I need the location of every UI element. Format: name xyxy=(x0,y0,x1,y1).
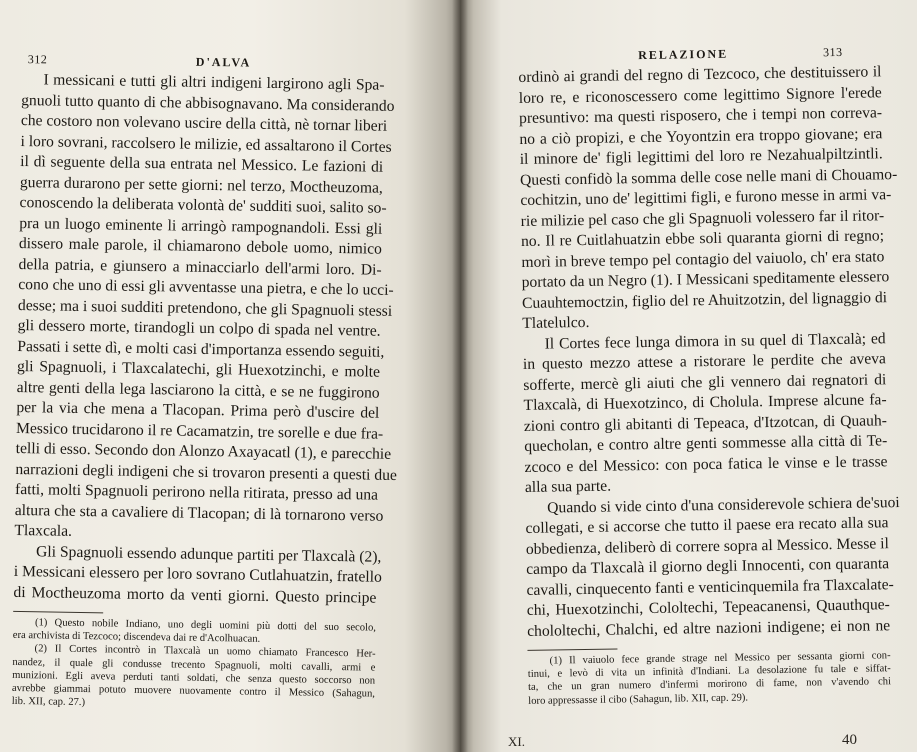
text-line: chololtechi, Chalchi, ed altre nazioni indigene; ei non ne xyxy=(527,616,891,640)
text-line: no. Il re Cuitlahuatzin ebbe soli quaranta giorni di regno; xyxy=(520,227,885,250)
right-body-text xyxy=(518,62,900,642)
text-line: conoscendo la deliberata volontà de' sudditi suoi, salito so- xyxy=(19,193,387,217)
text-line: Questi confidò la somma delle cose nelle mani di Chouamo- xyxy=(519,165,898,189)
footnote-line: (2) Il Cortes incontrò in Tlaxcalà un uomo chiamato Francesco Her- xyxy=(34,643,376,661)
book-gutter xyxy=(452,0,468,752)
footnote-line: nandez, il quale gli condusse trecento Spagnuoli, molti cavalli, armi e xyxy=(12,656,376,674)
text-line: collegati, e si accorse che tutto il paese era recato alla sua xyxy=(525,514,889,537)
text-line: rie milizie pel caso che gli Spagnuoli volessero far il ritor- xyxy=(520,206,885,230)
text-line: Tlaxcala. xyxy=(14,521,73,540)
text-line: presuntivo: ma questi risposero, che i tempi non correva- xyxy=(518,104,883,127)
footnote-rule xyxy=(13,611,103,613)
left-footnotes xyxy=(12,616,376,714)
text-line: campo da Tlaxcalà il giorno degli Innocenti, con quaranta xyxy=(526,555,890,578)
text-line: di Moctheuzoma morto da venti giorni. Questo principe xyxy=(13,583,377,607)
text-line: Gli Spagnuoli essendo adunque partiti per Tlaxcalà (2), xyxy=(35,542,382,566)
footnote-line: avrebbe giammai potuto muovere nuovamente contro il Messico (Sahagun, xyxy=(11,682,376,700)
text-line: morì in breve tempo pel contagio del vaiuolo, ch' era stato xyxy=(521,247,885,271)
left-running-head: D'ALVA xyxy=(195,54,252,70)
text-line: in questo mezzo attese a ristorare le perdite che aveva xyxy=(522,350,887,373)
text-line: Messico trucidarono il re Cacamatzin, tre sorelle e due fra- xyxy=(15,419,384,443)
text-line: cochitzin, uno de' legittimi figli, e furono messe in armi va- xyxy=(520,186,892,209)
text-line: alla sua parte. xyxy=(524,477,612,496)
right-page xyxy=(460,0,917,752)
text-line: portato da un Negro (1). I Messicani speditamente elessero xyxy=(521,268,890,291)
text-line: Il Cortes fece lunga dimora in su quel di Tlaxcalà; ed xyxy=(544,329,886,353)
text-line: dissero male parole, il chiamarono debole uomo, nimico xyxy=(18,234,383,258)
text-line: cavalli, cinquecento fanti e venticinquemila fra Tlaxcalate- xyxy=(526,575,894,599)
right-page-number: 313 xyxy=(822,44,843,60)
footnote-line: lib. XII, cap. 27.) xyxy=(11,696,86,709)
text-line: zcoco e del Messico: con poca fatica le vinse e le trasse xyxy=(524,452,888,476)
text-line: Cuauhtemoctzin, figlio del re Ahuitzotzin, del lignaggio di xyxy=(521,288,888,312)
text-line: i loro sovrani, raccolsero le milizie, ed assaltarono il Cortes xyxy=(20,132,392,156)
text-line: Tlaxcalà, di Huexotzinco, di Cholula. Imprese alcune fa- xyxy=(523,391,887,414)
text-line: Tlatelulco. xyxy=(522,313,590,332)
text-line: narrazioni degli indigeni che si trovaron presenti a questi due xyxy=(15,460,398,484)
footnote-line: munizioni. Egli aveva perduti tanti soldati, che senza questo soccorso non xyxy=(12,669,376,687)
left-body-text xyxy=(13,70,398,609)
text-line: il dì seguente della sua entrata nel Messico. Le fazioni di xyxy=(20,152,384,176)
footnote-line: era archivista di Tezcoco; discendeva dai re d'Acolhuacan. xyxy=(12,630,261,646)
text-line: quecholan, e contro altre genti sommesse alla città di Te- xyxy=(524,432,888,455)
text-line: gli dessero morte, tirandogli un colpo di spada nel ventre. xyxy=(17,316,381,340)
left-page-number: 312 xyxy=(27,52,48,67)
text-line: gli Spagnuoli, i Tlaxcalatechi, gli Huexotzinchi, e molte xyxy=(16,357,381,381)
text-line: altura che sta a cavaliere di Tlacopan; di là tornarono verso xyxy=(14,501,384,525)
right-page-content xyxy=(518,42,900,707)
right-running-head: RELAZIONE xyxy=(638,46,729,63)
text-line: desse; ma i suoi sudditi pretendono, che gli Spagnuoli stessi xyxy=(17,296,393,320)
footnote-line: (1) Questo nobile Indiano, uno degli uomini più dotti del suo secolo, xyxy=(34,617,377,634)
text-line: per la via che mena a Tlacopan. Prima però d'uscire del xyxy=(16,398,380,422)
text-line: loro re, e riconoscessero come legittimo Signore l'erede xyxy=(518,83,882,107)
footnote-line: (1) Il vaiuolo fece grande strage nel Messico per sessanta giorni con- xyxy=(549,650,891,667)
text-line: che costoro non volevano uscire della città, nè tornar liberi xyxy=(20,111,388,135)
text-line: no a ciò propizi, e che Yoyontzin era troppo giovane; era xyxy=(519,124,883,148)
signature-mark: XI. xyxy=(508,734,525,749)
right-footnotes xyxy=(528,649,892,708)
text-line: Passati i sette dì, e molti casi d'importanza essendo seguiti, xyxy=(17,337,385,361)
text-line: cono che uno di essi gli avventasse una pietra, e che lo ucci- xyxy=(18,275,394,299)
footnote-rule xyxy=(527,649,617,651)
text-line: i Messicani elessero per loro sovrano Cutlahuatzin, fratello xyxy=(13,562,382,586)
text-line: fatti, molti Spagnuoli perirono nella ritirata, presso ad una xyxy=(14,480,379,504)
text-line: altre genti della lega lasciarono la città, e se ne fuggirono xyxy=(16,378,380,402)
text-line: Quando si vide cinto d'una considerevole schiera de'suoi xyxy=(547,493,900,517)
text-line: ordinò ai grandi del regno di Tezcoco, che destituissero il xyxy=(518,63,882,86)
text-line: chi, Huexotzinchi, Cololtechi, Tepeacanensi, Quauthque- xyxy=(526,596,890,619)
text-line: telli di esso. Secondo don Alonzo Axayacatl (1), e parecchie xyxy=(15,439,392,463)
text-line: della patria, e giunsero a minacciarlo dell'armi loro. Di- xyxy=(18,255,382,279)
left-page-content xyxy=(11,50,398,714)
text-line: zioni contro gli abitanti di Tepeaca, d'Itzotcan, di Quauh- xyxy=(523,411,888,435)
text-line: sofferte, mercè gli aiuti che gli vennero dai regnatori di xyxy=(523,370,887,394)
footnote-line: tinui, e levò di vita un infinità d'Indiani. La desolazione fu tale e siffat- xyxy=(527,663,891,681)
text-line: guerra durarono per sette giorni: nel terzo, Moctheuzoma, xyxy=(19,173,384,197)
text-line: pra un luogo eminente li arringò rampognandoli. Essi gli xyxy=(19,214,383,238)
sheet-number: 40 xyxy=(842,732,857,748)
text-line: obbedienza, deliberò di correre sopra al Messico. Messe il xyxy=(525,534,889,558)
text-line: il minore de' figli legittimi del loro re Nezahualpiltzintli. xyxy=(519,145,883,168)
text-line: gnuoli tutto quanto di che abbisognavano. Ma considerando xyxy=(21,91,395,115)
footnote-line: ta, che un gran numero d'infermi morirono di fame, non v'avendo chi xyxy=(527,676,892,694)
text-line: I messicani e tutti gli altri indigeni largirono agli Spa- xyxy=(43,71,385,94)
footnote-line: loro appressasse il cibo (Sahagun, lib. XII, cap. 29). xyxy=(528,692,749,707)
